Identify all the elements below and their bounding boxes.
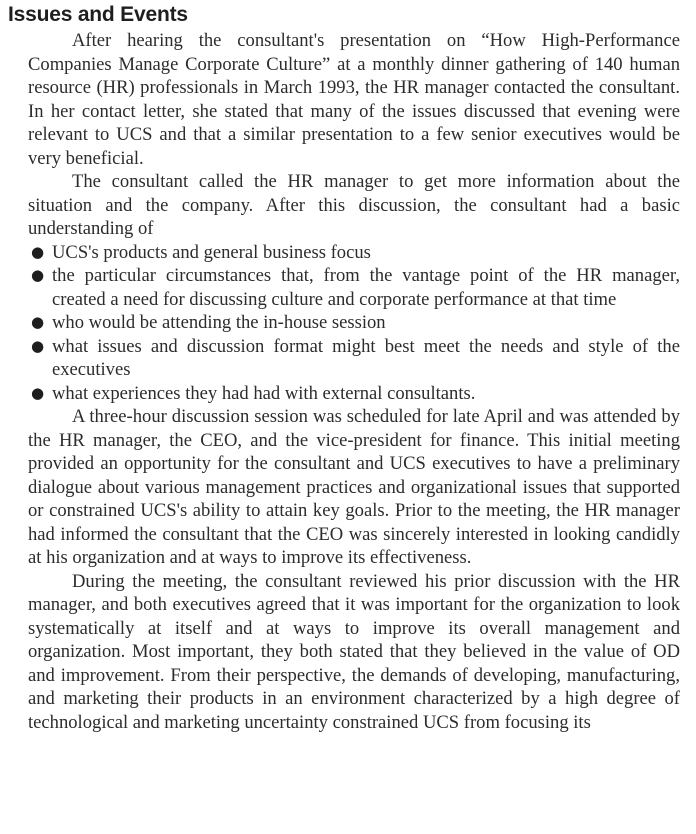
bullet-item-text: what issues and discussion format might best meet the needs and style of the executives	[52, 335, 680, 380]
bullet-item-text: who would be attending the in-house session	[52, 312, 386, 333]
bullet-item	[28, 335, 680, 382]
bullet-list	[28, 241, 680, 406]
bullet-item-text: what experiences they had had with external consultants.	[52, 382, 476, 404]
bullet-icon: ●	[31, 242, 45, 261]
bullet-icon: ●	[31, 383, 45, 402]
bullet-item-text: UCS's products and general business focus	[52, 241, 371, 263]
document-body	[28, 29, 680, 734]
bullet-item	[28, 241, 680, 265]
paragraph-3: A three-hour discussion session was scheduled for late April and was attended by the HR manager, the CEO, and the vice-president for finance. This initial meeting provided an opportunity for the consultant and UCS executives to have a preliminary dialogue about various management practices and organizational issues that supported or constrained UCS's ability to attain key goals. Prior to the meeting, the HR manager had informed the consultant that the CEO was sincerely interested in looking candidly at his organization and at ways to improve its effectiveness.	[28, 406, 680, 568]
bullet-item	[28, 311, 680, 335]
bullet-icon: ●	[31, 313, 45, 331]
paragraph-2: The consultant called the HR manager to get more information about the situation and the company. After this discussion, the consultant had a basic understanding of	[28, 171, 680, 239]
bullet-icon: ●	[31, 266, 45, 284]
bullet-icon: ●	[31, 336, 45, 355]
section-heading: Issues and Events	[8, 3, 188, 26]
bullet-item	[28, 264, 680, 311]
paragraph-4: During the meeting, the consultant reviewed his prior discussion with the HR manager, and both executives agreed that it was important for the organization to look systematically at itself and at ways to improve its overall management and organization. Most important, they both stated that they believed in the value of OD and improvement. From their perspective, the demands of developing, manufacturing, and marketing their products in an environment characterized by a high degree of technological and marketing uncertainty constrained UCS from focusing its	[28, 570, 680, 733]
bullet-item-text: the particular circumstances that, from the vantage point of the HR manager, created a need for discussing culture and corporate performance at that time	[52, 265, 680, 310]
paragraph-1: After hearing the consultant's presentation on “How High-Performance Companies Manage Corporate Culture” at a monthly dinner gathering of 140 human resource (HR) professionals in March 1993, the HR manager contacted the consultant. In her contact letter, she stated that many of the issues discussed that evening were relevant to UCS and that a similar presentation to a few senior executives would be very beneficial.	[28, 30, 680, 169]
bullet-item	[28, 382, 680, 406]
